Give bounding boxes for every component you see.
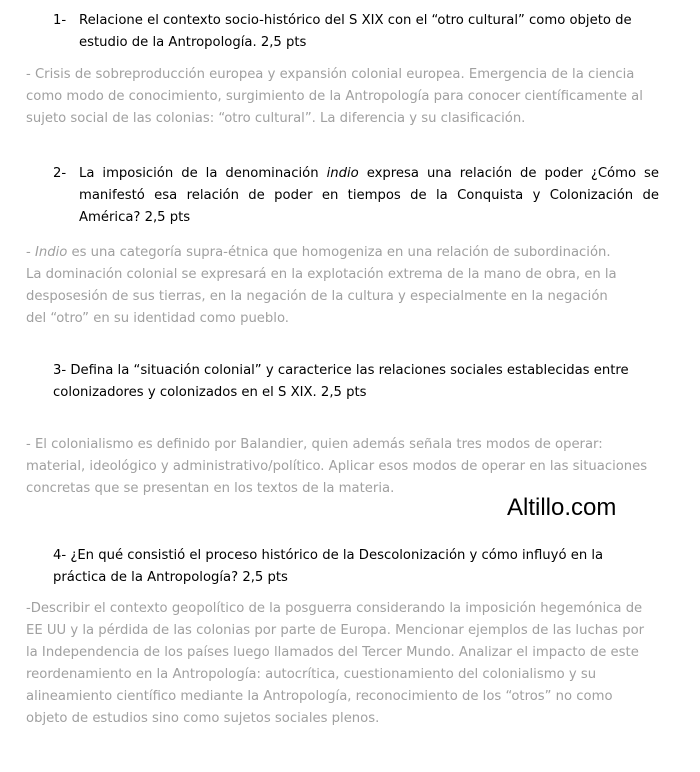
question-2-text-italic: indio [326, 166, 359, 181]
question-4 [53, 545, 613, 589]
answer-4: -Describir el contexto geopolítico de la posguerra considerando la imposición hegemónica de EE UU y la pérdida de las colonias por parte de Europa. Mencionar ejemplos de las luchas por la Independencia de los países luego llamados del Tercer Mundo. Analizar el impacto de este reordenamiento en la Antropología: autocrítica, cuestionamiento del colonialismo y su alineamiento científico mediante la Antropología, reconocimiento de los “otros” no como objeto de estudios sino como sujetos sociales plenos. [26, 601, 645, 726]
question-1-text: Relacione el contexto socio-histórico del S XIX con el “otro cultural” como objeto de estudio de la Antropología. 2,5 pts [79, 13, 632, 50]
question-4-text: 4- ¿En qué consistió el proceso histórico de la Descolonización y cómo influyó en la práctica de la Antropología? 2,5 pts [53, 548, 604, 585]
answer-3: - El colonialismo es definido por Balandier, quien además señala tres modos de operar: material, ideológico y administrativo/político. Aplicar esos modos de operar en las situaciones concretas que se presentan en los textos de la materia. [26, 437, 648, 496]
answer-2 [26, 242, 630, 330]
question-2 [53, 163, 659, 229]
question-2-number: 2- [53, 166, 67, 181]
altillo-watermark: Altillo.com [507, 494, 617, 521]
answer-2-prefix: - [26, 245, 35, 260]
question-3-text: 3- Defina la “situación colonial” y caracterice las relaciones sociales establecidas entre colonizadores y colonizados en el S XIX. 2,5 pts [53, 363, 629, 400]
answer-2-rest: es una categoría supra-étnica que homogeniza en una relación de subordinación. La dominación colonial se expresará en la explotación extrema de la mano de obra, en la desposesión de sus tierras, en la negación de la cultura y especialmente en la negación del “otro” en su identidad como pueblo. [26, 245, 617, 326]
question-1-number: 1- [53, 13, 67, 28]
answer-1: - Crisis de sobreproducción europea y expansión colonial europea. Emergencia de la ciencia como modo de conocimiento, surgimiento de la Antropología para conocer científicamente al sujeto social de las colonias: “otro cultural”. La diferencia y su clasificación. [26, 67, 643, 126]
answer-2-italic: Indio [34, 245, 68, 260]
question-2-text-start: La imposición de la denominación [79, 166, 327, 181]
question-1 [53, 10, 653, 54]
question-2-text-end: expresa una relación de poder ¿Cómo se manifestó esa relación de poder en tiempos de la Conquista y Colonización de América? 2,5 pts [79, 166, 659, 225]
question-3 [53, 360, 633, 404]
question-2-text [53, 163, 659, 229]
